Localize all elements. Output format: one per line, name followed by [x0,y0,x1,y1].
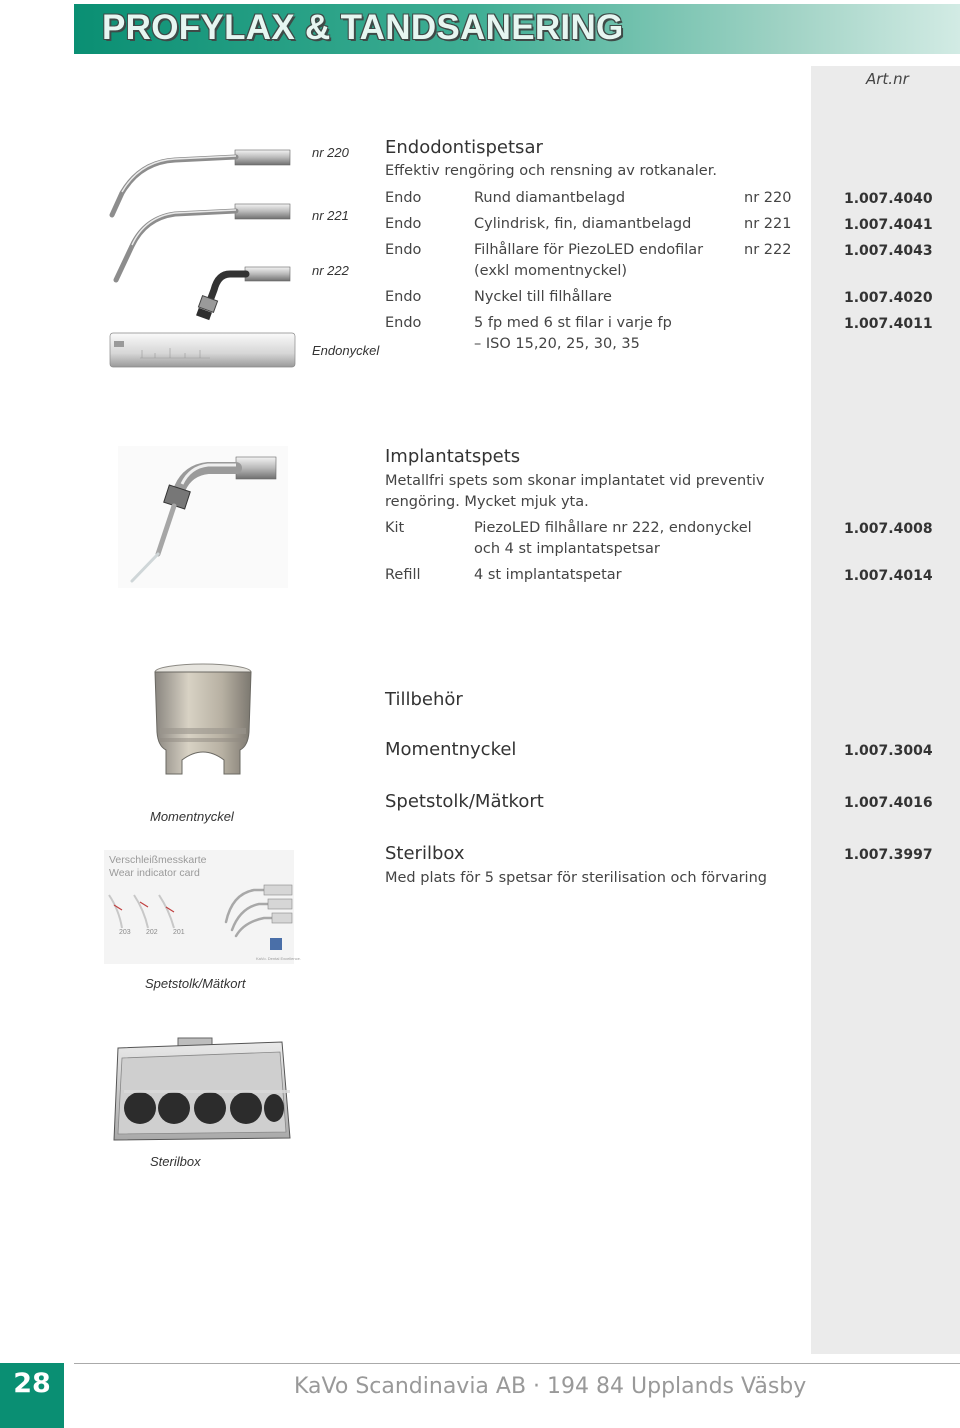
caption-nr222: nr 222 [312,263,349,278]
row-desc-line2: (exkl momentnyckel) [474,263,628,279]
card-label-201: 201 [173,929,185,936]
endo-tips-image [100,138,300,373]
footer-divider [74,1363,960,1364]
row-artnr: 1.007.4043 [844,243,933,259]
accessory-artnr: 1.007.4016 [844,795,933,811]
implant-tip-image [118,446,288,588]
page-number: 28 [13,1368,51,1399]
card-label-203: 203 [119,929,131,936]
accessory-name: Spetstolk/Mätkort [385,791,544,812]
row-desc: 5 fp med 6 st filar i varje fp [474,315,672,331]
row-desc: Rund diamantbelagd [474,190,626,206]
row-desc: PiezoLED filhållare nr 222, endonyckel [474,520,752,536]
implant-desc-line1: Metallfri spets som skonar implantatet vid preventiv [385,473,765,489]
row-desc: Cylindrisk, fin, diamantbelagd [474,216,692,232]
accessory-artnr: 1.007.3004 [844,743,933,759]
caption-nr220: nr 220 [312,145,349,160]
endo-section-subtitle: Effektiv rengöring och rensning av rotkanaler. [385,163,717,179]
row-type: Endo [385,242,422,258]
row-desc: Nyckel till filhållare [474,289,612,305]
accessories-section-title: Tillbehör [385,689,463,710]
implant-desc-line2: rengöring. Mycket mjuk yta. [385,494,589,510]
card-title-de: Verschleißmesskarte [109,854,207,866]
card-brand: KaVo. Dental Excellence. [256,956,301,961]
row-desc-line2: – ISO 15,20, 25, 30, 35 [474,336,640,352]
artnr-heading: Art.nr [866,70,909,88]
accessory-artnr: 1.007.3997 [844,847,933,863]
implant-section-title: Implantatspets [385,446,521,467]
accessory-name: Momentnyckel [385,739,517,760]
row-type: Kit [385,520,405,536]
row-artnr: 1.007.4020 [844,290,933,306]
row-desc: 4 st implantatspetar [474,567,622,583]
kavo-logo [270,938,282,950]
momentnyckel-image [152,662,254,790]
row-nr: nr 222 [744,242,792,258]
caption-matkort: Spetstolk/Mätkort [145,976,246,991]
card-label-202: 202 [146,929,158,936]
row-type: Refill [385,567,421,583]
page-title: PROFYLAX & TANDSANERING [102,8,624,47]
row-nr: nr 220 [744,190,792,206]
accessory-desc: Med plats för 5 spetsar för sterilisation och förvaring [385,870,767,886]
row-artnr: 1.007.4041 [844,217,933,233]
row-type: Endo [385,289,422,305]
row-artnr: 1.007.4040 [844,191,933,207]
row-artnr: 1.007.4014 [844,568,933,584]
caption-endonyckel: Endonyckel [312,343,380,358]
footer-company: KaVo Scandinavia AB · 194 84 Upplands Väsby [294,1374,807,1399]
artnr-column [811,66,960,1354]
caption-nr221: nr 221 [312,208,349,223]
matkort-image [104,850,301,964]
row-desc: Filhållare för PiezoLED endofilar [474,242,704,258]
row-artnr: 1.007.4011 [844,316,933,332]
caption-sterilbox: Sterilbox [150,1154,201,1169]
row-type: Endo [385,190,422,206]
row-nr: nr 221 [744,216,792,232]
row-type: Endo [385,315,422,331]
endo-section-title: Endodontispetsar [385,137,543,158]
sterilbox-image [104,1028,298,1156]
row-desc-line2: och 4 st implantatspetsar [474,541,660,557]
row-type: Endo [385,216,422,232]
row-artnr: 1.007.4008 [844,521,933,537]
caption-momentnyckel: Momentnyckel [150,809,234,824]
card-title-en: Wear indicator card [109,867,200,879]
accessory-name: Sterilbox [385,843,465,864]
